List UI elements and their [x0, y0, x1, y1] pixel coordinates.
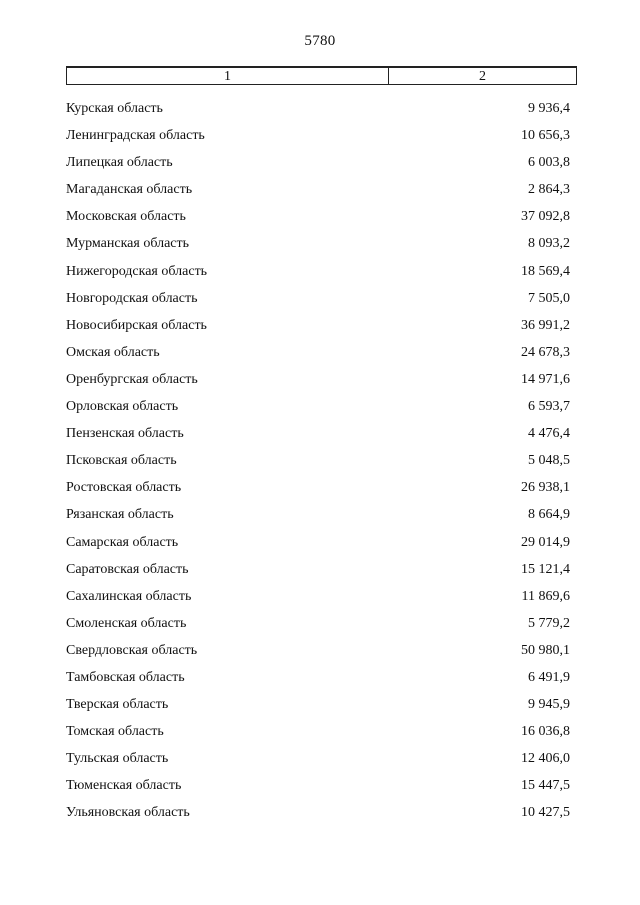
- table-row: [0, 558, 640, 585]
- region-name: Сахалинская область: [66, 588, 192, 604]
- region-value: 2 864,3: [528, 182, 570, 198]
- region-value: 9 936,4: [528, 101, 570, 116]
- table-row: [0, 612, 640, 639]
- region-name: Тверская область: [66, 697, 169, 713]
- page-number: 5780: [304, 33, 336, 49]
- region-name: Псковская область: [66, 453, 177, 469]
- table-row: [0, 774, 640, 801]
- region-value: 4 476,4: [528, 426, 570, 442]
- region-value: 29 014,9: [521, 534, 570, 550]
- region-value: 15 121,4: [521, 561, 570, 577]
- region-name: Московская область: [66, 209, 186, 225]
- region-name: Тульская область: [66, 751, 169, 767]
- region-value: 7 505,0: [528, 290, 570, 306]
- table-row: [0, 585, 640, 612]
- region-value: 14 971,6: [521, 371, 570, 387]
- region-name: Тамбовская область: [66, 669, 185, 685]
- table-body: [0, 97, 640, 829]
- table-row: [0, 287, 640, 314]
- table-row: [0, 341, 640, 368]
- region-name: Липецкая область: [66, 155, 173, 171]
- region-name: Смоленская область: [66, 615, 187, 631]
- region-value: 18 569,4: [521, 263, 570, 279]
- region-name: Курская область: [66, 101, 163, 116]
- region-value: 6 003,8: [528, 155, 570, 171]
- region-name: Самарская область: [66, 534, 179, 550]
- region-value: 50 980,1: [521, 642, 570, 658]
- region-name: Омская область: [66, 344, 160, 360]
- table-row: [0, 232, 640, 259]
- region-name: Свердловская область: [66, 642, 198, 658]
- table-row: [0, 639, 640, 666]
- region-name: Мурманская область: [66, 236, 190, 252]
- table-row: [0, 395, 640, 422]
- region-value: 8 093,2: [528, 236, 570, 252]
- region-value: 26 938,1: [521, 480, 570, 496]
- region-value: 12 406,0: [521, 751, 570, 767]
- region-name: Томская область: [66, 724, 164, 740]
- table-header: [66, 66, 577, 85]
- region-value: 5 779,2: [528, 615, 570, 631]
- table-row: [0, 97, 640, 124]
- table-row: [0, 449, 640, 476]
- table-row: [0, 666, 640, 693]
- column-header-2: 2: [479, 69, 486, 84]
- table-row: [0, 422, 640, 449]
- region-name: Новосибирская область: [66, 317, 207, 333]
- region-value: 6 593,7: [528, 399, 570, 415]
- region-name: Ленинградская область: [66, 128, 205, 144]
- region-name: Рязанская область: [66, 507, 174, 523]
- region-value: 11 869,6: [521, 588, 570, 604]
- region-value: 15 447,5: [521, 778, 570, 794]
- region-name: Ростовская область: [66, 480, 182, 496]
- table-row: [0, 801, 640, 828]
- region-name: Саратовская область: [66, 561, 189, 577]
- region-value: 10 427,5: [521, 805, 570, 821]
- table-row: [0, 503, 640, 530]
- table-row: [0, 151, 640, 178]
- table-row: [0, 178, 640, 205]
- region-name: Магаданская область: [66, 182, 193, 198]
- region-name: Орловская область: [66, 399, 179, 415]
- region-name: Новгородская область: [66, 290, 198, 306]
- region-name: Пензенская область: [66, 426, 184, 442]
- region-value: 24 678,3: [521, 344, 570, 360]
- table-row: [0, 314, 640, 341]
- region-value: 10 656,3: [521, 128, 570, 144]
- region-name: Тюменская область: [66, 778, 182, 794]
- table-row: [0, 205, 640, 232]
- table-row: [0, 476, 640, 503]
- table-row: [0, 531, 640, 558]
- region-name: Нижегородская область: [66, 263, 208, 279]
- region-value: 36 991,2: [521, 317, 570, 333]
- region-name: Оренбургская область: [66, 371, 198, 387]
- region-name: Ульяновская область: [66, 805, 190, 821]
- region-value: 8 664,9: [528, 507, 570, 523]
- region-value: 6 491,9: [528, 669, 570, 685]
- table-row: [0, 747, 640, 774]
- region-value: 37 092,8: [521, 209, 570, 225]
- table-row: [0, 260, 640, 287]
- region-value: 5 048,5: [528, 453, 570, 469]
- region-value: 9 945,9: [528, 697, 570, 713]
- table-row: [0, 124, 640, 151]
- region-value: 16 036,8: [521, 724, 570, 740]
- table-row: [0, 693, 640, 720]
- table-row: [0, 720, 640, 747]
- table-row: [0, 368, 640, 395]
- column-header-1: 1: [67, 68, 389, 84]
